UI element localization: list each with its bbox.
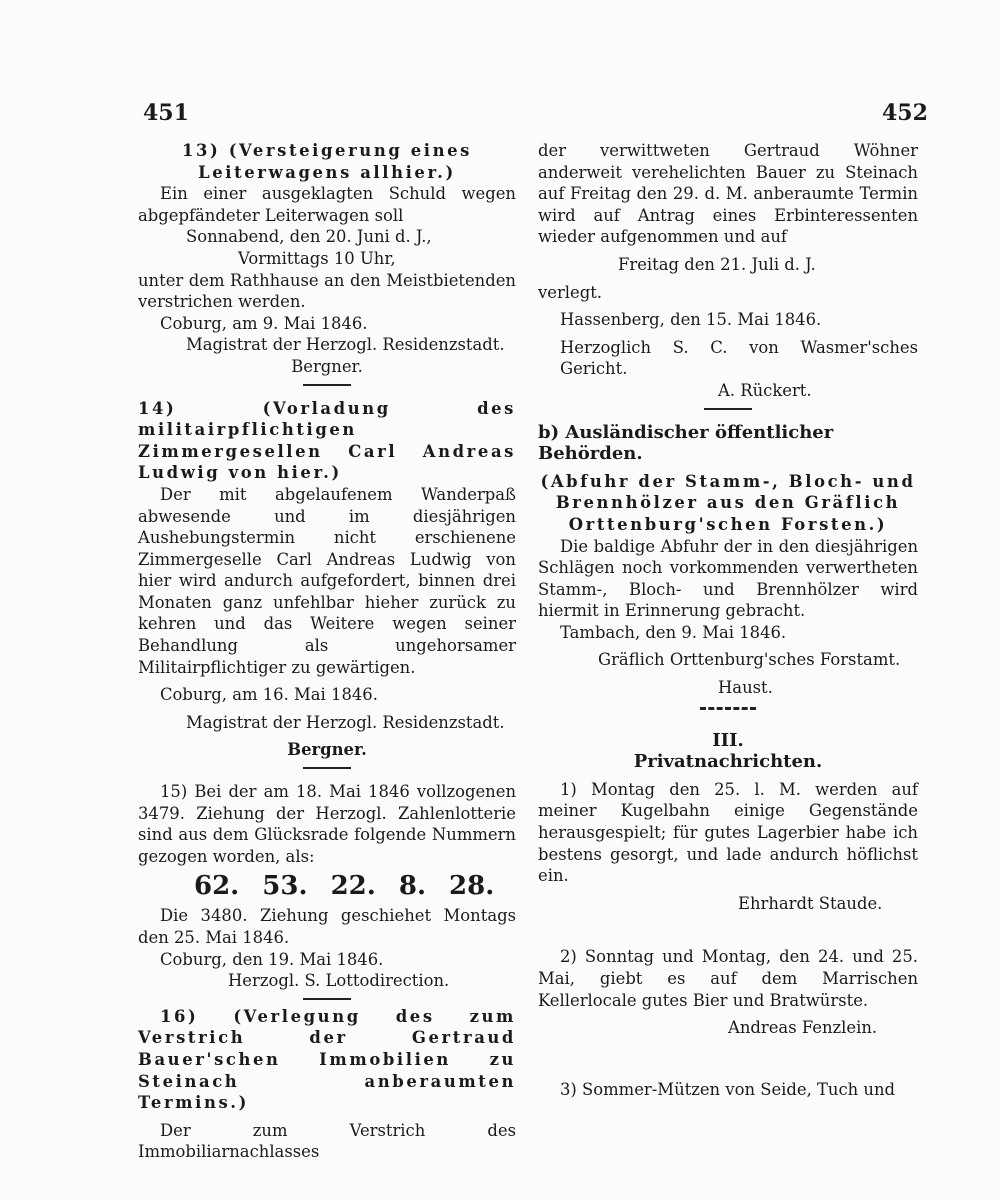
notice-16 [138, 1006, 516, 1163]
notice-place-date: Tambach, den 9. Mai 1846. [560, 622, 787, 642]
private-notice-1-signature: Ehrhardt Staude. [738, 893, 883, 913]
notice-new-date: Freitag den 21. Juli d. J. [618, 254, 816, 274]
notice-place-date: Coburg, den 19. Mai 1846. [160, 949, 384, 969]
right-column [538, 140, 918, 1100]
notice-title: 16) (Verlegung des zum Verstrich der Gertraud Bauer'schen Immobilien zu Steinach anberaumten Termins.) [138, 1006, 516, 1113]
section-divider [303, 384, 351, 386]
notice-verlegt: verlegt. [538, 282, 603, 302]
notice-16-continued [538, 140, 918, 410]
private-notice-2: 2) Sonntag und Montag, den 24. und 25. Mai, giebt es auf dem Marrischen Kellerlocale gutes Bier und Bratwürste. [538, 947, 918, 1010]
notice-body-continued: unter dem Rathhause an den Meistbietenden verstrichen werden. [138, 270, 516, 312]
page-number-right: 452 [882, 100, 928, 126]
page-number-left: 451 [143, 100, 189, 126]
notice-title: (Abfuhr der Stamm-, Bloch- und Brennhölzer aus den Gräflich Orttenburg'schen Forsten.) [540, 471, 916, 534]
notice-13 [138, 140, 516, 386]
notice-place-date: Hassenberg, den 15. Mai 1846. [560, 310, 822, 330]
section-divider [303, 998, 351, 1000]
section-divider [704, 408, 752, 410]
notice-body: 15) Bei der am 18. Mai 1846 vollzogenen 3479. Ziehung der Herzogl. Zahlenlotterie sind aus dem Glücksrade folgende Nummern gezogen worden, als: [138, 782, 516, 866]
notice-place-date: Coburg, am 9. Mai 1846. [160, 313, 368, 333]
lottery-numbers: 62. 53. 22. 8. 28. [194, 871, 495, 902]
notice-body: Der zum Verstrich des Immobiliarnachlasses [138, 1120, 516, 1162]
left-column [138, 140, 516, 1163]
section-heading: b) Ausländischer öffentlicher Behörden. [538, 421, 834, 465]
notice-body: Ein einer ausgeklagten Schuld wegen abgepfändeter Leiterwagen soll [138, 184, 516, 225]
section-divider [700, 707, 756, 710]
notice-body: Der mit abgelaufenem Wanderpaß abwesende und im diesjährigen Aushebungstermin nicht erschienene Zimmergeselle Carl Andreas Ludwig von hier wird andurch aufgefordert, binnen drei Monaten ganz unfehlbar hieher zurück zu kehren und das Weitere wegen seiner Behandlung als ungehorsamer Militairpflichtiger zu gewärtigen. [138, 484, 516, 677]
notice-authority: Magistrat der Herzogl. Residenzstadt. [186, 335, 505, 355]
notice-next-draw: Die 3480. Ziehung geschiehet Montags den 25. Mai 1846. [138, 906, 516, 947]
notice-title: 14) (Vorladung des militairpflichtigen Zimmergesellen Carl Andreas Ludwig von hier.) [138, 398, 516, 483]
notice-time-line: Vormittags 10 Uhr, [238, 248, 396, 268]
section-number: III. [712, 729, 744, 751]
notice-place-date: Coburg, am 16. Mai 1846. [160, 685, 378, 705]
notice-authority: Herzoglich S. C. von Wasmer'sches Gericht. [560, 337, 918, 379]
notice-15 [138, 781, 516, 1000]
private-notice-3: 3) Sommer-Mützen von Seide, Tuch und [560, 1079, 896, 1099]
notice-body: Die baldige Abfuhr der in den diesjährigen Schlägen noch vorkommenden verwertheten Stamm-, Bloch- und Brennhölzer wird hiermit in Erinnerung gebracht. [538, 536, 918, 621]
notice-body: der verwittweten Gertraud Wöhner anderweit verehelichten Bauer zu Steinach auf Freitag den 29. d. M. anberaumte Termin wird auf Antrag eines Erbinteressenten wieder aufgenommen und auf [538, 141, 918, 247]
notice-title: 13) (Versteigerung eines Leiterwagens allhier.) [182, 141, 472, 182]
notice-signature: Bergner. [291, 356, 363, 376]
notice-authority: Herzogl. S. Lottodirection. [228, 971, 450, 991]
notice-signature: Bergner. [287, 740, 367, 760]
private-notice-2-signature: Andreas Fenzlein. [728, 1018, 878, 1038]
notice-signature: A. Rückert. [718, 380, 812, 400]
notice-signature: Haust. [718, 678, 773, 698]
section-heading: Privatnachrichten. [633, 751, 823, 773]
notice-authority: Gräflich Orttenburg'sches Forstamt. [598, 650, 901, 670]
notice-date-line: Sonnabend, den 20. Juni d. J., [186, 227, 432, 247]
section-iii [538, 730, 918, 1101]
notice-authority: Magistrat der Herzogl. Residenzstadt. [186, 712, 505, 732]
private-notice-1: 1) Montag den 25. l. M. werden auf meiner Kugelbahn einige Gegenstände herausgespielt; für gutes Lagerbier habe ich bestens gesorgt, und lade andurch höflichst ein. [538, 779, 918, 886]
section-b [538, 422, 918, 710]
section-divider [303, 767, 351, 769]
notice-14 [138, 398, 516, 770]
